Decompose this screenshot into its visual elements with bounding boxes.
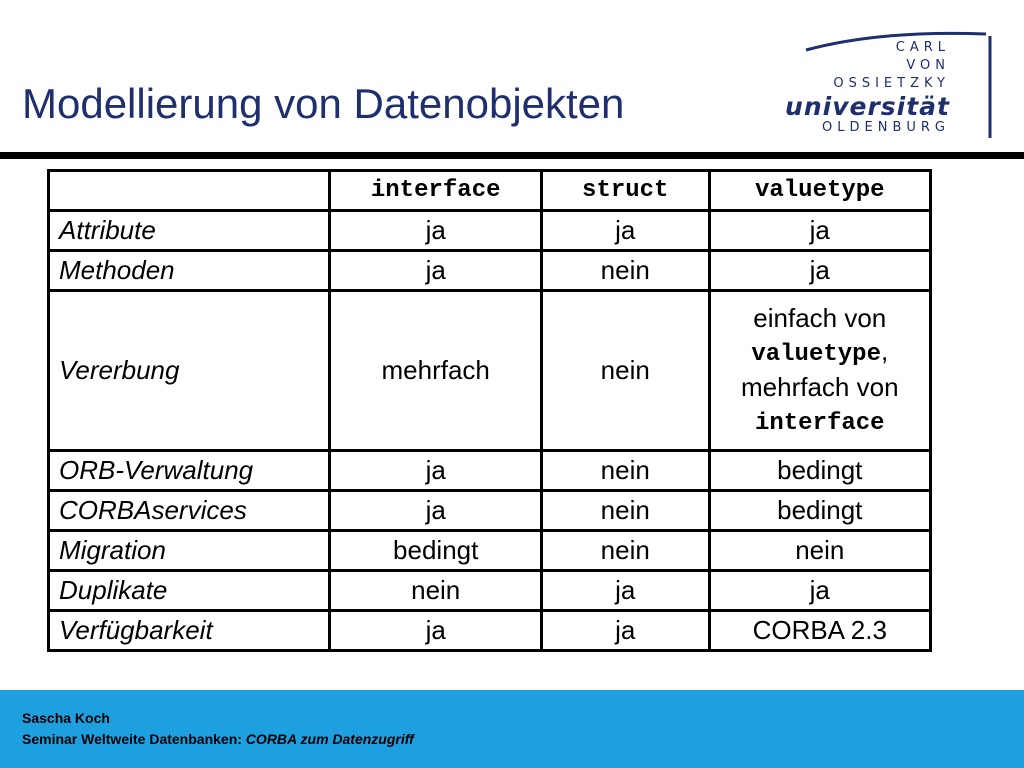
footer-bar <box>0 690 1024 768</box>
logo-line-oldenburg: OLDENBURG <box>822 120 950 135</box>
table-row <box>49 211 931 251</box>
cell-interface: ja <box>330 611 542 651</box>
cell-interface: ja <box>330 451 542 491</box>
university-logo <box>785 28 996 140</box>
cell-struct: nein <box>541 251 709 291</box>
table-row <box>49 611 931 651</box>
cell-interface: bedingt <box>330 531 542 571</box>
header-empty <box>49 171 330 211</box>
cell-valuetype: ja <box>709 251 930 291</box>
table-row <box>49 531 931 571</box>
title-divider <box>0 152 1024 159</box>
valuetype-note-2: mehrfach von <box>741 371 899 402</box>
cell-struct: nein <box>541 451 709 491</box>
valuetype-note-comma: , <box>880 336 889 367</box>
table-row <box>49 451 931 491</box>
footer-author: Sascha Koch <box>22 710 110 726</box>
logo-line-universitaet: universität <box>785 92 950 121</box>
valuetype-note-keyword-2: interface <box>754 410 885 438</box>
table-row <box>49 491 931 531</box>
table-header-row <box>49 171 931 211</box>
logo-line-von: VON <box>906 58 950 73</box>
cell-struct: ja <box>541 211 709 251</box>
logo-line-carl: CARL <box>895 40 950 55</box>
table-row <box>49 291 931 451</box>
header-interface: interface <box>330 171 542 211</box>
cell-valuetype <box>709 291 930 451</box>
cell-valuetype: bedingt <box>709 451 930 491</box>
footer-seminar-name: Seminar Weltweite Datenbanken: <box>22 731 246 747</box>
table-row <box>49 571 931 611</box>
cell-valuetype: CORBA 2.3 <box>709 611 930 651</box>
cell-valuetype: ja <box>709 211 930 251</box>
row-label: ORB-Verwaltung <box>49 451 330 491</box>
valuetype-note-1: einfach von <box>753 302 887 333</box>
cell-interface: ja <box>330 491 542 531</box>
valuetype-note-keyword: valuetype <box>751 341 881 369</box>
cell-valuetype: nein <box>709 531 930 571</box>
row-label: Attribute <box>49 211 330 251</box>
cell-valuetype: bedingt <box>709 491 930 531</box>
cell-struct: nein <box>541 531 709 571</box>
footer-topic: CORBA zum Datenzugriff <box>245 731 414 747</box>
cell-struct: nein <box>541 291 709 451</box>
row-label: Duplikate <box>49 571 330 611</box>
comparison-table <box>47 169 932 652</box>
row-label: Migration <box>49 531 330 571</box>
slide-title: Modellierung von Datenobjekten <box>22 80 625 127</box>
row-label: Vererbung <box>49 291 330 451</box>
cell-interface: nein <box>330 571 542 611</box>
row-label: Verfügbarkeit <box>49 611 330 651</box>
header-valuetype: valuetype <box>709 171 930 211</box>
cell-interface: ja <box>330 211 542 251</box>
row-label: CORBAservices <box>49 491 330 531</box>
cell-valuetype: ja <box>709 571 930 611</box>
row-label: Methoden <box>49 251 330 291</box>
logo-line-ossietzky: OSSIETZKY <box>833 76 950 91</box>
footer-seminar <box>22 731 414 747</box>
cell-struct: nein <box>541 491 709 531</box>
cell-struct: ja <box>541 611 709 651</box>
cell-struct: ja <box>541 571 709 611</box>
cell-interface: ja <box>330 251 542 291</box>
header-struct: struct <box>541 171 709 211</box>
cell-interface: mehrfach <box>330 291 542 451</box>
table-row <box>49 251 931 291</box>
